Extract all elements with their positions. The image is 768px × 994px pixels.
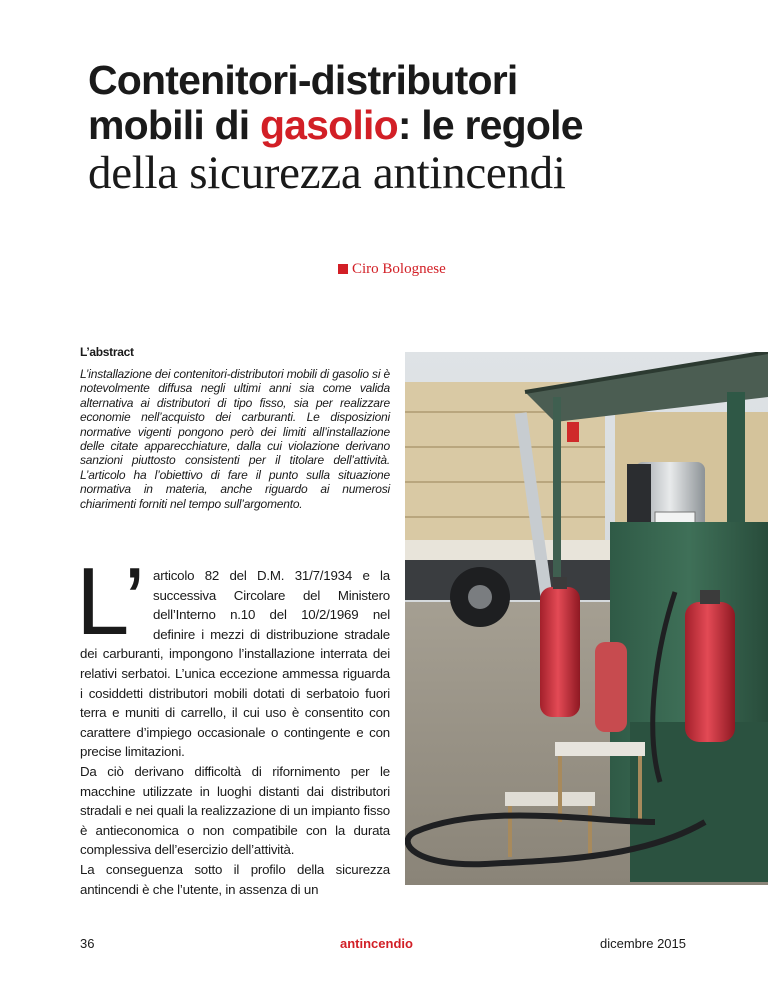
- page-number: 36: [80, 936, 95, 951]
- article-body: [76, 548, 390, 899]
- body-paragraph-2: Da ciò derivano difficoltà di rifornimento per le macchine utilizzate in luoghi distanti dai distributori stradali e nei quali la realizzazione di un impianto fisso è antieconomica o non compatibile con la durata complessiva dell’esercizio dell’attività.: [80, 763, 390, 858]
- article-title: [88, 58, 738, 198]
- abstract-text: L’installazione dei contenitori-distributori mobili di gasolio si è notevolmente diffusa negli ultimi anni sia come valida alternativa ai distributori di tipo fisso, sia per realizzare economie nell’acquisto dei carburanti. Le disposizioni normative vigenti pongono però dei limiti all’installazione delle citate apparecchiature, dalla cui violazione derivano sanzioni piuttosto consistenti per il titolare dell’attività. L’articolo ha l’obiettivo di fare il punto sulla situazione normativa in materia, anche riguardo ai numerosi chiarimenti forniti nel tempo sull’argomento.: [80, 367, 390, 511]
- author-name: Ciro Bolognese: [352, 261, 446, 277]
- body-paragraph-3: La conseguenza sotto il profilo della sicurezza antincendi è che l’utente, in assenza di un: [80, 861, 390, 897]
- abstract-heading: L’abstract: [80, 345, 134, 359]
- fuel-dispenser-photo: [405, 352, 768, 885]
- title-line-2-after: : le regole: [397, 102, 583, 148]
- title-highlight: gasolio: [259, 102, 398, 148]
- issue-date: dicembre 2015: [600, 936, 686, 951]
- title-line-2: [88, 103, 738, 148]
- title-line-3: della sicurezza antincendi: [88, 147, 566, 199]
- title-line-1: Contenitori-distributori: [88, 57, 518, 103]
- drop-cap: L’: [76, 548, 146, 655]
- magazine-name: antincendio: [340, 936, 413, 951]
- title-line-2-before: mobili di: [88, 102, 260, 148]
- square-bullet-icon: [338, 264, 348, 274]
- body-paragraph-1: articolo 82 del D.M. 31/7/1934 e la successiva Circolare del Ministero dell’Interno n.10 del 10/2/1969 nel definire i mezzi di distribuzione stradale dei carburanti, impongono l’installazione interrata dei relativi serbatoi. L’unica eccezione ammessa riguarda i cosiddetti distributori mobili dotati di serbatoio fuori terra e muniti di carrello, il cui uso è consentito con carattere d’impiego occasionale o contingente e con precise limitazioni.: [80, 568, 390, 760]
- author-byline: [338, 261, 446, 278]
